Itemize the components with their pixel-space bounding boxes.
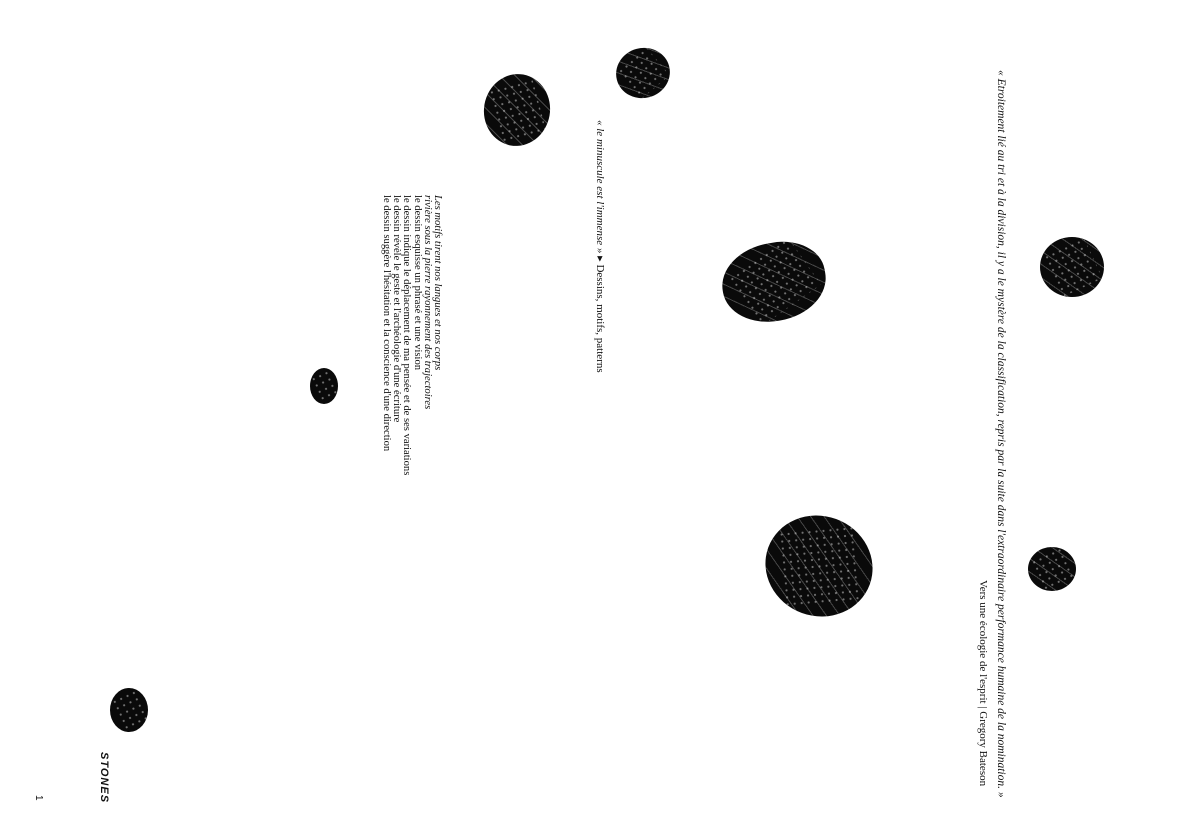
stone-large-center: [716, 235, 832, 330]
stone-bottom-left: [110, 688, 148, 732]
poem-line: rivière sous la pierre rayonnement des trajectoires: [421, 195, 433, 410]
poem-line: le dessin révèle le geste et l'archéologie d'une écriture: [391, 195, 403, 423]
section-title: Dessins, motifs, patterns: [594, 264, 606, 373]
poem-block: [381, 195, 442, 475]
running-title: [98, 752, 110, 803]
poem-line: le dessin suggère l'hésitation et la conscience d'une direction: [380, 195, 392, 452]
poem-line: le dessin indique le déplacement de ma pensée et de ses variations: [401, 195, 413, 476]
stone-large-lower: [751, 501, 887, 632]
arrow-icon: ▸: [594, 256, 606, 262]
poem-line: le dessin esquisse un phrasé et une vision: [411, 195, 423, 371]
stone-right-upper: [1040, 237, 1104, 297]
page-number-text: 1: [33, 795, 44, 801]
page-number: [33, 795, 44, 801]
stone-medium-top: [478, 69, 556, 151]
running-title-text: STONES: [98, 752, 110, 804]
stone-small-top: [610, 42, 675, 104]
quote-attribution: Vers une écologie de l'esprit | Gregory Bateson: [977, 580, 989, 787]
stone-right-lower: [1028, 547, 1076, 591]
stone-tiny-middle: [310, 368, 338, 404]
section-lead: « le minuscule est l'immense »: [594, 120, 606, 254]
quote-block: [974, 70, 1010, 798]
quote-text: « Etroitement lié au tri et à la division, il y a le mystère de la classification, repris par la suite dans l'extraordinaire performance humaine de la nomination. »: [995, 70, 1007, 798]
poem-line: Les motifs tirent nos langues et nos corps: [432, 195, 443, 371]
section-heading: [593, 120, 607, 373]
